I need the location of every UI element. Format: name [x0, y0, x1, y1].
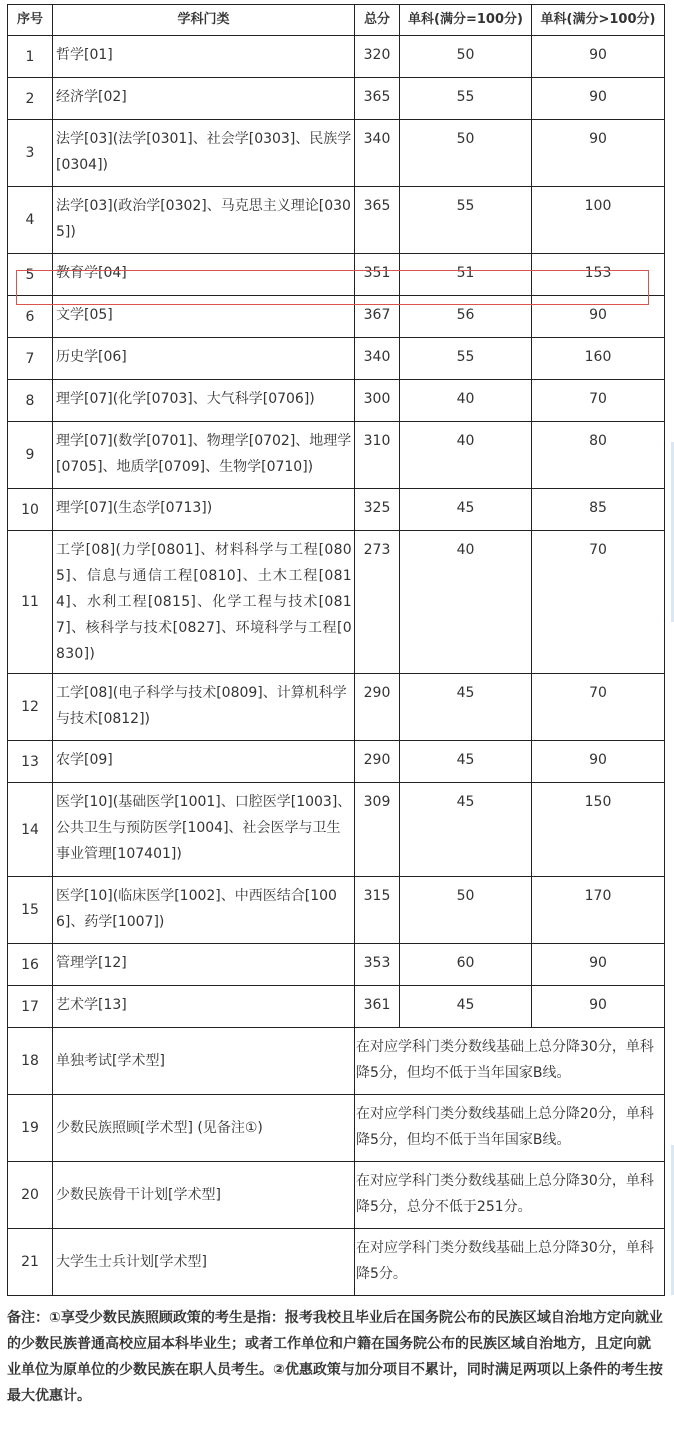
row-category: 理学[07](生态学[0713]): [53, 489, 355, 531]
row-single-100: 55: [400, 187, 532, 254]
row-index: 21: [8, 1229, 53, 1296]
row-index: 6: [8, 296, 53, 338]
table-row: [8, 296, 665, 338]
row-single-over-100: 90: [532, 986, 665, 1028]
row-single-100: 45: [400, 741, 532, 783]
row-single-100: 50: [400, 120, 532, 187]
row-total: 310: [355, 422, 400, 489]
row-index: 1: [8, 36, 53, 78]
row-single-over-100: 70: [532, 380, 665, 422]
row-index: 17: [8, 986, 53, 1028]
table-row: [8, 36, 665, 78]
row-index: 14: [8, 783, 53, 877]
row-index: 10: [8, 489, 53, 531]
row-policy-note: 在对应学科门类分数线基础上总分降30分，单科降5分。: [355, 1229, 665, 1296]
row-single-over-100: 170: [532, 877, 665, 944]
header-category: 学科门类: [53, 5, 355, 36]
row-single-100: 40: [400, 531, 532, 674]
row-index: 13: [8, 741, 53, 783]
row-single-over-100: 90: [532, 78, 665, 120]
table-row: [8, 674, 665, 741]
row-category: 工学[08](力学[0801]、材料科学与工程[0805]、信息与通信工程[0810]、土木工程[0814]、水利工程[0815]、化学工程与技术[0817]、核科学与技术[0827]、环境科学与工程[0830]): [53, 531, 355, 674]
row-index: 12: [8, 674, 53, 741]
row-total: 340: [355, 120, 400, 187]
table-row: [8, 986, 665, 1028]
score-line-table: [7, 4, 665, 1296]
row-single-over-100: 80: [532, 422, 665, 489]
row-category: 少数民族骨干计划[学术型]: [53, 1162, 355, 1229]
row-total: 365: [355, 187, 400, 254]
table-row: [8, 944, 665, 986]
table-row: [8, 338, 665, 380]
row-index: 2: [8, 78, 53, 120]
row-single-over-100: 153: [532, 254, 665, 296]
row-single-over-100: 90: [532, 36, 665, 78]
table-row: [8, 877, 665, 944]
row-category: 大学生士兵计划[学术型]: [53, 1229, 355, 1296]
row-index: 18: [8, 1028, 53, 1095]
table-header-row: [8, 5, 665, 36]
row-total: 315: [355, 877, 400, 944]
row-single-100: 50: [400, 36, 532, 78]
header-single-over-100: 单科(满分>100分): [532, 5, 665, 36]
row-category: 单独考试[学术型]: [53, 1028, 355, 1095]
row-single-over-100: 150: [532, 783, 665, 877]
row-single-over-100: 100: [532, 187, 665, 254]
row-policy-note: 在对应学科门类分数线基础上总分降20分，单科降5分，但均不低于当年国家B线。: [355, 1095, 665, 1162]
row-single-100: 45: [400, 489, 532, 531]
row-single-100: 45: [400, 986, 532, 1028]
row-single-over-100: 90: [532, 296, 665, 338]
row-category: 哲学[01]: [53, 36, 355, 78]
row-category: 管理学[12]: [53, 944, 355, 986]
row-category: 法学[03](法学[0301]、社会学[0303]、民族学[0304]): [53, 120, 355, 187]
row-index: 9: [8, 422, 53, 489]
row-index: 7: [8, 338, 53, 380]
row-total: 340: [355, 338, 400, 380]
header-total: 总分: [355, 5, 400, 36]
row-single-100: 55: [400, 338, 532, 380]
table-row-special: [8, 1028, 665, 1095]
row-index: 20: [8, 1162, 53, 1229]
row-category: 理学[07](化学[0703]、大气科学[0706]): [53, 380, 355, 422]
row-total: 320: [355, 36, 400, 78]
row-category: 艺术学[13]: [53, 986, 355, 1028]
row-single-100: 60: [400, 944, 532, 986]
row-category: 历史学[06]: [53, 338, 355, 380]
row-policy-note: 在对应学科门类分数线基础上总分降30分，单科降5分，但均不低于当年国家B线。: [355, 1028, 665, 1095]
row-total: 351: [355, 254, 400, 296]
row-total: 290: [355, 674, 400, 741]
row-total: 309: [355, 783, 400, 877]
row-total: 290: [355, 741, 400, 783]
table-row-special: [8, 1162, 665, 1229]
table-row: [8, 187, 665, 254]
row-category: 医学[10](临床医学[1002]、中西医结合[1006]、药学[1007]): [53, 877, 355, 944]
row-index: 4: [8, 187, 53, 254]
row-index: 5: [8, 254, 53, 296]
table-row: [8, 254, 665, 296]
row-single-over-100: 90: [532, 944, 665, 986]
table-row: [8, 120, 665, 187]
row-single-100: 45: [400, 783, 532, 877]
row-single-100: 51: [400, 254, 532, 296]
row-single-over-100: 90: [532, 741, 665, 783]
table-row: [8, 78, 665, 120]
row-single-over-100: 90: [532, 120, 665, 187]
row-category: 法学[03](政治学[0302]、马克思主义理论[0305]): [53, 187, 355, 254]
row-single-100: 45: [400, 674, 532, 741]
row-total: 325: [355, 489, 400, 531]
row-single-100: 40: [400, 380, 532, 422]
row-single-100: 55: [400, 78, 532, 120]
row-category: 理学[07](数学[0701]、物理学[0702]、地理学[0705]、地质学[0709]、生物学[0710]): [53, 422, 355, 489]
table-row: [8, 380, 665, 422]
row-policy-note: 在对应学科门类分数线基础上总分降30分，单科降5分，总分不低于251分。: [355, 1162, 665, 1229]
row-total: 367: [355, 296, 400, 338]
row-total: 273: [355, 531, 400, 674]
row-single-over-100: 70: [532, 674, 665, 741]
row-category: 农学[09]: [53, 741, 355, 783]
row-category: 工学[08](电子科学与技术[0809]、计算机科学与技术[0812]): [53, 674, 355, 741]
row-category: 教育学[04]: [53, 254, 355, 296]
table-row: [8, 531, 665, 674]
row-category: 少数民族照顾[学术型] (见备注①): [53, 1095, 355, 1162]
row-total: 361: [355, 986, 400, 1028]
row-single-over-100: 70: [532, 531, 665, 674]
row-total: 353: [355, 944, 400, 986]
row-index: 16: [8, 944, 53, 986]
row-index: 3: [8, 120, 53, 187]
row-category: 文学[05]: [53, 296, 355, 338]
header-single-100: 单科(满分=100分): [400, 5, 532, 36]
table-row-special: [8, 1095, 665, 1162]
table-row: [8, 422, 665, 489]
row-index: 11: [8, 531, 53, 674]
row-index: 19: [8, 1095, 53, 1162]
row-category: 经济学[02]: [53, 78, 355, 120]
footnote: 备注：①享受少数民族照顾政策的考生是指：报考我校且毕业后在国务院公布的民族区域自治地方定向就业的少数民族普通高校应届本科毕业生；或者工作单位和户籍在国务院公布的民族区域自治地方，且定向就业单位为原单位的少数民族在职人员考生。②优惠政策与加分项目不累计，同时满足两项以上条件的考生按最大优惠计。: [7, 1310, 663, 1404]
table-row: [8, 741, 665, 783]
row-single-over-100: 85: [532, 489, 665, 531]
row-single-over-100: 160: [532, 338, 665, 380]
row-single-100: 40: [400, 422, 532, 489]
row-single-100: 50: [400, 877, 532, 944]
row-total: 365: [355, 78, 400, 120]
table-row: [8, 489, 665, 531]
header-index: 序号: [8, 5, 53, 36]
row-single-100: 56: [400, 296, 532, 338]
row-index: 8: [8, 380, 53, 422]
row-total: 300: [355, 380, 400, 422]
row-category: 医学[10](基础医学[1001]、口腔医学[1003]、公共卫生与预防医学[1004]、社会医学与卫生事业管理[107401]): [53, 783, 355, 877]
row-index: 15: [8, 877, 53, 944]
table-row: [8, 783, 665, 877]
table-row-special: [8, 1229, 665, 1296]
